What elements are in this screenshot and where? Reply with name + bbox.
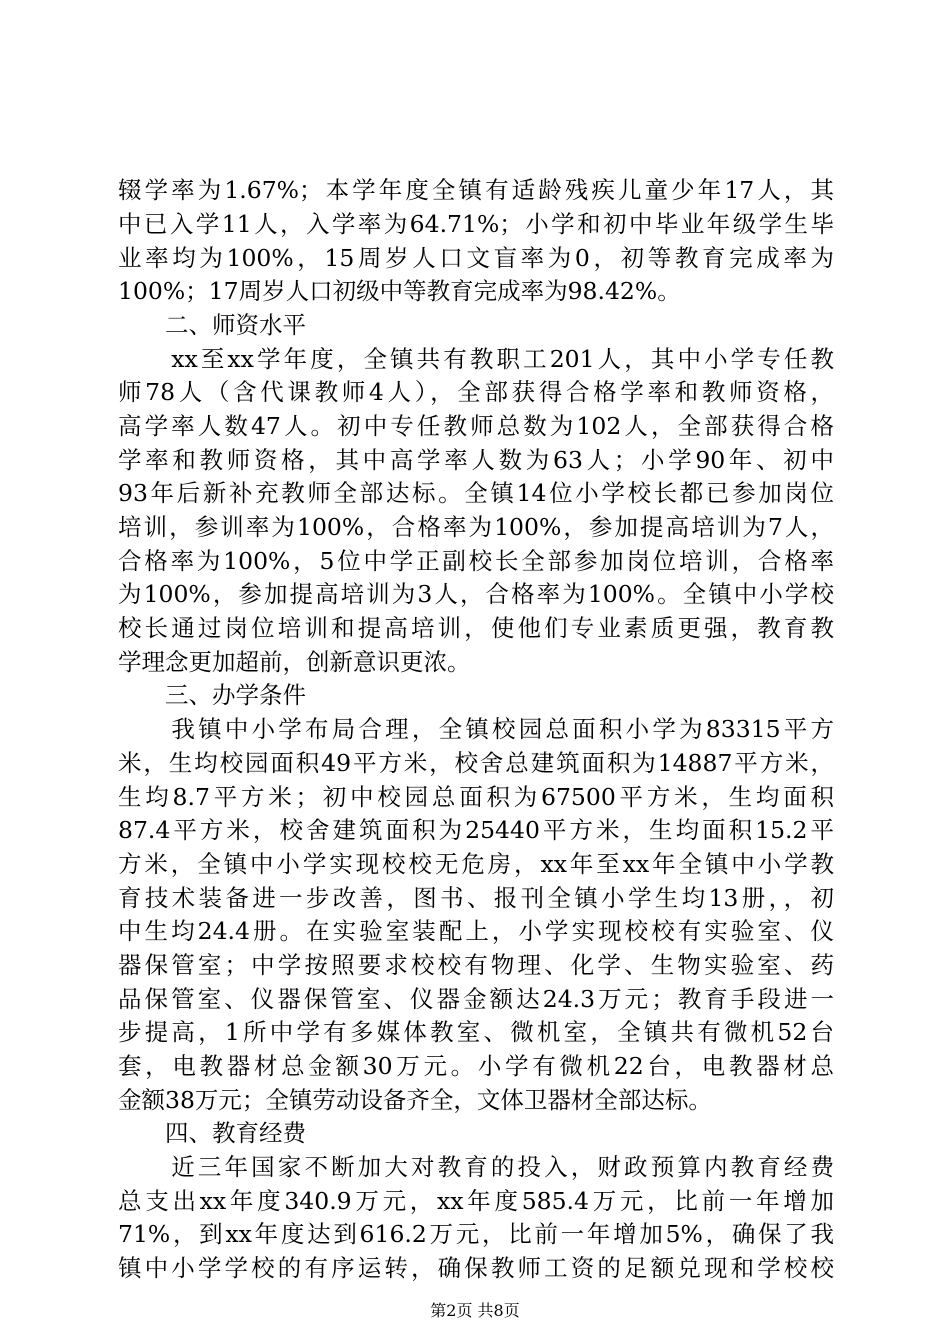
- section-heading: 四、教育经费: [118, 1119, 306, 1147]
- section-heading: 二、师资水平: [118, 311, 306, 339]
- text-line: 金额38万元；全镇劳动设备齐全，文体卫器材全部达标。: [118, 1086, 712, 1114]
- text-line: 套，电教器材总金额30万元。小学有微机22台，电教器材总: [118, 1052, 834, 1080]
- text-line: 100%；17周岁人口初级中等教育完成率为98.42%。: [118, 277, 681, 305]
- text-line: 业率均为100%，15周岁人口文盲率为0，初等教育完成率为: [118, 244, 834, 272]
- text-line: 方米，全镇中小学实现校校无危房，xx年至xx年全镇中小学教: [118, 850, 834, 878]
- text-line: 步提高，1所中学有多媒体教室、微机室，全镇共有微机52台: [118, 1018, 834, 1046]
- text-line: 71%，到xx年度达到616.2万元，比前一年增加5%，确保了我: [118, 1220, 834, 1248]
- text-line: xx至xx学年度，全镇共有教职工201人，其中小学专任教: [118, 345, 834, 373]
- text-line: 总支出xx年度340.9万元，xx年度585.4万元，比前一年增加: [118, 1187, 834, 1215]
- text-line: 培训，参训率为100%，合格率为100%，参加提高培训为7人，: [118, 513, 834, 541]
- page-number-footer: 第2页 共8页: [430, 1301, 520, 1320]
- text-line: 合格率为100%，5位中学正副校长全部参加岗位培训，合格率: [118, 547, 834, 575]
- text-line: 我镇中小学布局合理，全镇校园总面积小学为83315平方: [118, 715, 834, 743]
- text-line: 米，生均校园面积49平方米，校舍总建筑面积为14887平方米，: [118, 749, 834, 777]
- text-line: 校长通过岗位培训和提高培训，使他们专业素质更强，教育教: [118, 614, 834, 642]
- text-line: 品保管室、仪器保管室、仪器金额达24.3万元；教育手段进一: [118, 985, 834, 1013]
- section-heading: 三、办学条件: [118, 681, 306, 709]
- text-line: 师78人（含代课教师4人），全部获得合格学率和教师资格，: [118, 378, 834, 406]
- text-line: 镇中小学学校的有序运转，确保教师工资的足额兑现和学校校: [118, 1254, 834, 1282]
- text-line: 学率和教师资格，其中高学率人数为63人；小学90年、初中: [118, 446, 834, 474]
- text-line: 育技术装备进一步改善，图书、报刊全镇小学生均13册，，初: [118, 884, 834, 912]
- text-line: 中已入学11人，入学率为64.71%；小学和初中毕业年级学生毕: [118, 210, 834, 238]
- text-line: 高学率人数47人。初中专任教师总数为102人，全部获得合格: [118, 412, 834, 440]
- text-line: 为100%，参加提高培训为3人，合格率为100%。全镇中小学校: [118, 580, 834, 608]
- text-line: 辍学率为1.67%；本学年度全镇有适龄残疾儿童少年17人，其: [118, 176, 834, 204]
- text-line: 生均8.7平方米；初中校园总面积为67500平方米，生均面积: [118, 783, 834, 811]
- text-line: 87.4平方米，校舍建筑面积为25440平方米，生均面积15.2平: [118, 816, 834, 844]
- text-line: 器保管室；中学按照要求校校有物理、化学、生物实验室、药: [118, 951, 834, 979]
- text-line: 学理念更加超前，创新意识更浓。: [118, 648, 471, 676]
- text-line: 93年后新补充教师全部达标。全镇14位小学校长都已参加岗位: [118, 479, 834, 507]
- text-line: 近三年国家不断加大对教育的投入，财政预算内教育经费: [118, 1153, 834, 1181]
- text-line: 中生均24.4册。在实验室装配上，小学实现校校有实验室、仪: [118, 917, 834, 945]
